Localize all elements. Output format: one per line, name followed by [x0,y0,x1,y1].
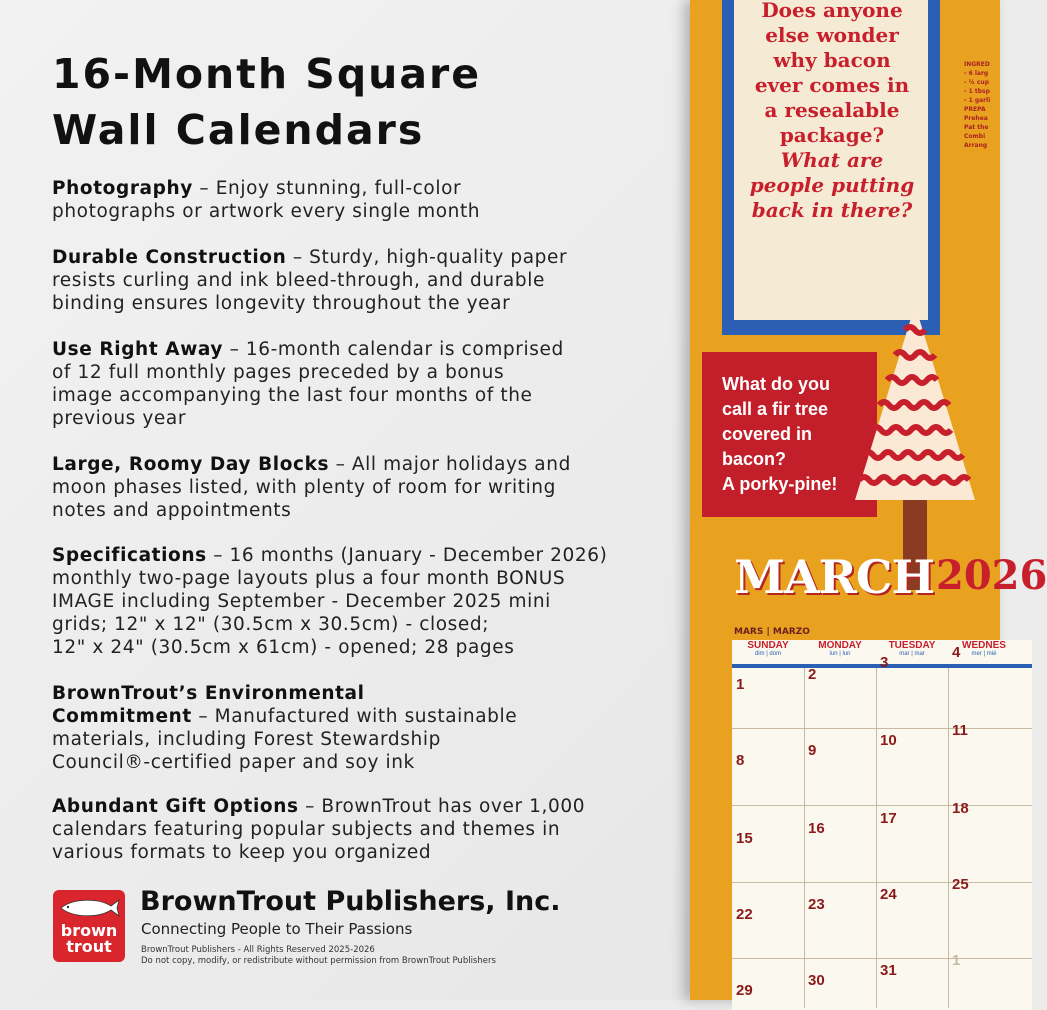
date-cell: 1 [952,952,961,969]
recipe-line: Arrang [964,142,988,149]
feature-text: – Enjoy stunning, full-color photographs or artwork every single month [52,178,481,222]
feature-heading: Photography [52,178,193,199]
grid-line [948,668,949,1008]
date-cell: 17 [880,810,897,827]
feature-heading: Large, Roomy Day Blocks [52,454,330,475]
date-cell: 4 [952,644,961,661]
date-cell: 11 [952,722,968,739]
day-header [732,640,804,664]
date-cell: 30 [808,972,825,989]
calendar-grid [732,640,1032,1010]
legal-line: BrownTrout Publishers - All Rights Reserved 2025-2026 [141,945,375,955]
feature-photography [52,177,652,223]
recipe-line: Prehea [964,115,988,122]
feature-text: – 16 months (January - December 2026) monthly two-page layouts plus a four month BONUS IMAGE including September - December 2025 mini grids; 12" x 12" (30.5cm x 30.5cm) - closed; 12" x 24" (30.5cm x 61cm) - opened; 28 pages [52,545,608,658]
date-cell: 22 [736,906,753,923]
month-translation: MARS | MARZO [734,627,810,637]
feature-text: – Sturdy, high-quality paper resists curling and ink bleed-through, and durable binding ensures longevity throughout the year [52,247,568,314]
date-cell: 8 [736,752,745,769]
banner-line: Does anyone [761,0,903,22]
day-name: TUESDAY [888,640,936,651]
feature-heading: Use Right Away [52,339,224,360]
date-cell: 29 [736,982,753,999]
feature-heading: Durable Construction [52,247,287,268]
date-cell: 31 [880,962,897,979]
company-name: BrownTrout Publishers, Inc. [140,886,561,917]
date-cell: 9 [808,742,817,759]
logo-word-trout: trout [66,937,112,956]
feature-specifications [52,544,652,659]
year-title: 2026 [936,552,1047,599]
recipe-line: Combi [964,133,986,140]
day-header [804,640,876,664]
joke-line: A porky-pine! [722,474,838,494]
grid-line [732,882,1032,883]
banner-line: why bacon [773,48,891,72]
feature-text: – All major holidays and moon phases listed, with plenty of room for writing notes and appointments [52,454,571,521]
banner-italic-line: back in there? [751,198,913,222]
banner-inner [734,0,928,320]
feature-text: – Manufactured with sustainable materials, including Forest Stewardship Council®-certified paper and soy ink [52,706,518,773]
joke-line: bacon? [722,449,787,469]
month-title: MARCH [734,550,934,604]
grid-line [804,668,805,1008]
date-cell: 16 [808,820,825,837]
day-sub: mar | mar [899,651,925,657]
recipe-line: - 1 tbsp [964,88,990,95]
banner-italic-line: people putting [749,173,915,197]
recipe-line: - 6 larg [964,70,989,77]
recipe-line: - ¼ cup [964,79,990,86]
feature-text: – BrownTrout has over 1,000 calendars featuring popular subjects and themes in various formats to keep you organized [52,796,586,863]
page-title [52,46,481,158]
feature-text: – 16-month calendar is comprised of 12 full monthly pages preceded by a bonus image accompanying the last four months of the previous year [52,339,564,429]
banner-italic-line: What are [780,148,884,172]
banner-line: ever comes in [754,73,910,97]
grid-line [732,805,1032,806]
recipe-line: PREPA [964,106,986,113]
feature-durable [52,246,652,315]
feature-day-blocks [52,453,652,522]
bacon-tree-icon [845,300,985,590]
day-sub: mer | mié [971,651,997,657]
recipe-line: - 1 garli [964,97,991,104]
date-cell: 18 [952,800,969,817]
joke-line: What do you [722,374,830,394]
feature-heading: Specifications [52,545,207,566]
trout-icon [53,890,125,922]
date-cell: 24 [880,886,897,903]
recipe-line: Pat the [964,124,989,131]
joke-line: call a fir tree [722,399,829,419]
day-name: WEDNES [962,640,1006,651]
grid-line [876,668,877,1008]
day-name: MONDAY [818,640,862,651]
date-cell: 2 [808,666,817,683]
feature-use-right-away [52,338,652,430]
feature-heading: BrownTrout’s Environmental Commitment [52,683,365,727]
date-cell: 1 [736,676,745,693]
joke-line: covered in [722,424,813,444]
feature-heading: Abundant Gift Options [52,796,299,817]
feature-gift-options [52,795,652,864]
date-cell: 23 [808,896,825,913]
legal-line: Do not copy, modify, or redistribute without permission from BrownTrout Publishers [141,956,496,966]
date-cell: 25 [952,876,969,893]
banner-line: else wonder [765,23,899,47]
recipe-snippet [964,60,1004,150]
day-name: SUNDAY [747,640,789,651]
banner-quote [744,0,920,223]
legal-notice [141,945,496,967]
logo-word-brown: brown [60,921,118,940]
date-cell: 3 [880,654,889,671]
day-sub: dim | dom [754,651,782,657]
grid-line [732,958,1032,959]
title-line-1: 16-Month Square [52,50,482,98]
grid-line [732,728,1032,729]
date-cell: 10 [880,732,897,749]
banner-line: a resealable [764,98,900,122]
banner-line: package? [779,123,885,147]
title-line-2: Wall Calendars [52,106,425,154]
calendar-preview [690,0,1047,1000]
date-cell: 15 [736,830,753,847]
bacon-banner [722,0,940,335]
recipe-line: INGRED [964,61,990,68]
feature-environmental [52,682,652,774]
company-tagline: Connecting People to Their Passions [141,920,413,938]
day-sub: lun | lun [829,651,851,657]
browntrout-logo [53,890,125,962]
